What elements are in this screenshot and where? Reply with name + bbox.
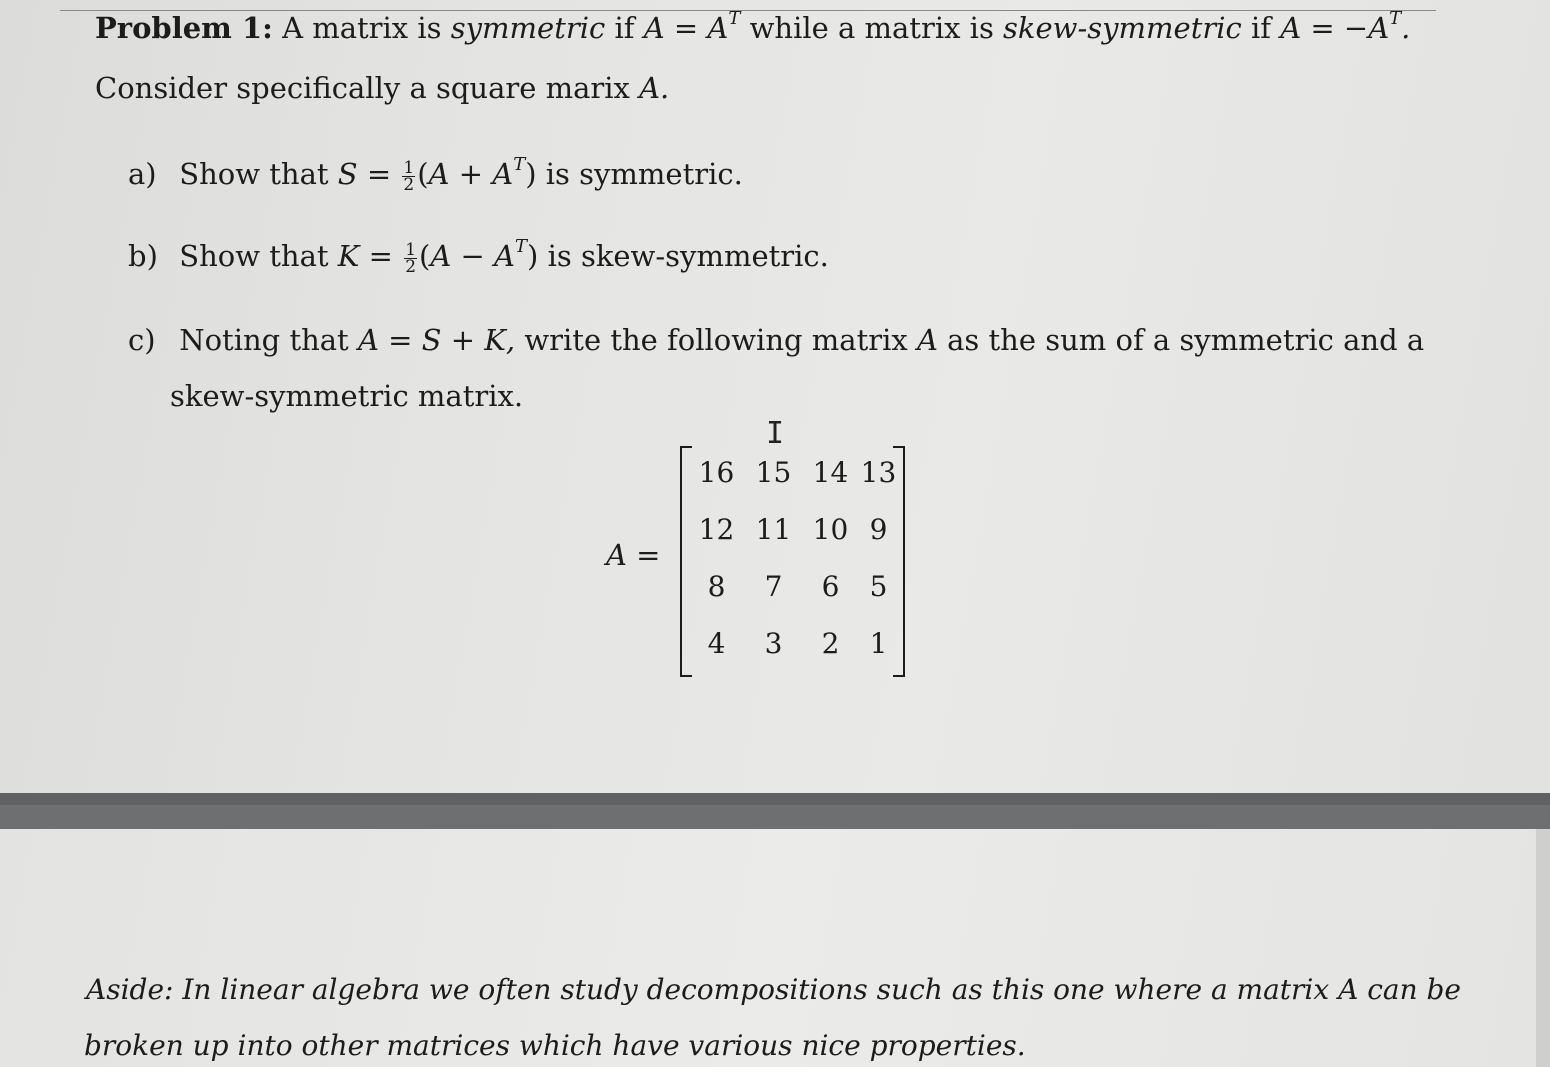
part-b [128,238,829,275]
part-c-text: write the following matrix [524,323,908,357]
matrix-lhs: A = [606,538,661,572]
if-word-1: if [614,11,635,45]
part-a-formula: S = $\frac{1}{2}$ $(A + A^T)$ [337,154,537,195]
matrix-cell: 16 [698,456,735,489]
matrix-cell: 10 [812,513,849,546]
matrix-cell: 1 [869,627,888,660]
part-c-text-2: as the sum of a symmetric and a [947,323,1425,357]
page-edge [1536,829,1550,1067]
term-symmetric: symmetric [450,11,606,45]
eq-symmetric: $A = A^T$ [643,8,741,45]
part-a-label: a) [128,157,157,191]
aside-line-2: broken up into other matrices which have various nice properties. [84,1029,1026,1062]
eq-skew: $A = -A^T$. [1280,8,1411,45]
matrix-cell: 12 [698,513,735,546]
part-a-tail: is symmetric. [545,157,743,191]
part-a [128,156,743,193]
matrix-cell: 15 [755,456,792,489]
fraction-half: $\frac{1}{2}$ [403,157,415,195]
matrix-cell: 9 [869,513,888,546]
part-c-line-1 [128,322,1424,358]
part-b-tail: is skew-symmetric. [547,239,829,273]
matrix-cell: 2 [821,627,840,660]
matrix-cell: 6 [821,570,840,603]
if-word-2: if [1250,11,1271,45]
matrix-cell: 13 [860,456,897,489]
fraction-half: $\frac{1}{2}$ [405,239,417,277]
aside-line-1: Aside: In linear algebra we often study decompositions such as this one where a matrix A can be [86,973,1461,1006]
consider-var: A. [639,71,670,105]
part-a-lead: Show that [179,157,329,191]
problem-label: Problem 1: [95,11,273,45]
matrix-grid [688,456,898,684]
term-skew-symmetric: skew-symmetric [1003,11,1242,45]
matrix-cell: 8 [707,570,726,603]
matrix-cell: 4 [707,627,726,660]
part-c-var: A [916,323,938,357]
page-divider-shadow [0,793,1550,805]
text-cursor-icon: I [766,416,785,451]
while-text: while a matrix is [749,11,994,45]
part-b-label: b) [128,239,158,273]
part-c-lead: Noting that [179,323,349,357]
part-b-lead: Show that [179,239,329,273]
matrix-cell: 7 [764,570,783,603]
problem-statement-line-1 [95,10,1410,46]
part-c-line-2: skew-symmetric matrix. [170,379,524,413]
part-c-label: c) [128,323,156,357]
intro-text: A matrix is [282,11,442,45]
part-b-formula: K = $\frac{1}{2}$ $(A - A^T)$ [337,236,539,277]
problem-statement-line-2 [95,70,669,106]
matrix-cell: 3 [764,627,783,660]
matrix-cell: 5 [869,570,888,603]
matrix-cell: 14 [812,456,849,489]
matrix-cell: 11 [755,513,792,546]
consider-text: Consider specifically a square marix [95,71,630,105]
part-c-equation: A = S + K, [357,323,516,357]
